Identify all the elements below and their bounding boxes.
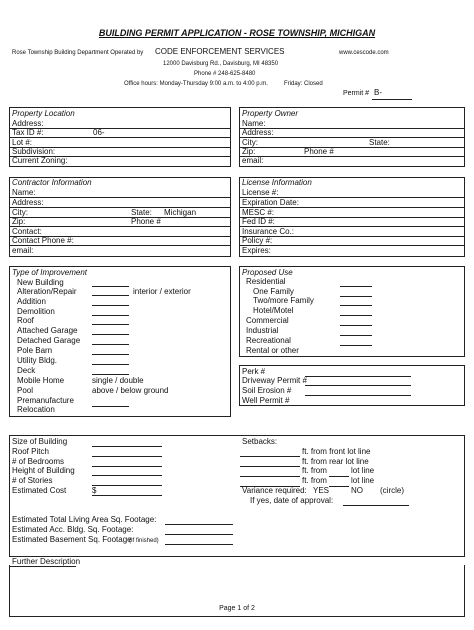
- imp-attached-garage-blank[interactable]: [92, 334, 129, 335]
- operated-by-text: Rose Township Building Department Operated by: [12, 50, 144, 56]
- setbacks-label: Setbacks:: [242, 437, 278, 446]
- divider: [9, 137, 231, 138]
- permit-number-line: [372, 99, 412, 100]
- ci-zip-label[interactable]: Zip:: [12, 217, 26, 226]
- cost-symbol: $: [92, 486, 97, 495]
- pl-subdivision-label[interactable]: Subdivision:: [12, 147, 56, 156]
- basement-label: Estimated Basement Sq. Footage: [12, 535, 132, 544]
- li-mesc-label[interactable]: MESC #:: [242, 208, 275, 217]
- imp-new-building: New Building: [17, 278, 64, 287]
- imp-deck-blank[interactable]: [92, 374, 129, 375]
- size-of-building-label: Size of Building: [12, 437, 68, 446]
- setback-side2-which-blank[interactable]: [329, 486, 349, 487]
- po-email-label[interactable]: email:: [242, 156, 264, 165]
- use-hotel-motel-blank[interactable]: [340, 315, 372, 316]
- divider: [239, 236, 465, 237]
- imp-alteration-note[interactable]: interior / exterior: [133, 287, 191, 296]
- imp-demolition: Demolition: [17, 307, 55, 316]
- use-commercial: Commercial: [246, 316, 289, 325]
- property-location-title: Property Location: [12, 109, 75, 118]
- imp-attached-garage: Attached Garage: [17, 326, 78, 335]
- divider: [9, 245, 231, 246]
- license-title: License Information: [242, 178, 312, 187]
- setback-side1-blank[interactable]: [240, 476, 300, 477]
- setback-side1-from: ft. from: [302, 466, 327, 475]
- use-industrial: Industrial: [246, 326, 279, 335]
- page-title: BUILDING PERMIT APPLICATION - ROSE TOWNSHIP, MICHIGAN: [98, 28, 376, 38]
- bedrooms-label: # of Bedrooms: [12, 457, 65, 466]
- bedrooms-blank[interactable]: [92, 466, 162, 467]
- setback-side2-from: ft. from: [302, 476, 327, 485]
- ci-name-label[interactable]: Name:: [12, 188, 36, 197]
- estimated-cost-label: Estimated Cost: [12, 486, 67, 495]
- living-area-blank[interactable]: [165, 524, 233, 525]
- li-expiration-label[interactable]: Expiration Date:: [242, 198, 299, 207]
- imp-pool: Pool: [17, 386, 34, 395]
- imp-deck: Deck: [17, 366, 36, 375]
- li-insurance-label[interactable]: Insurance Co.:: [242, 227, 295, 236]
- imp-relocation: Relocation: [17, 405, 55, 414]
- divider: [9, 207, 231, 208]
- variance-no-option[interactable]: NO: [351, 486, 363, 495]
- use-hotel-motel: Hotel/Motel: [253, 306, 294, 315]
- soil-erosion-blank[interactable]: [305, 395, 411, 396]
- pl-tax-id-value[interactable]: 06-: [93, 128, 105, 137]
- variance-circle-note: (circle): [380, 486, 404, 495]
- pl-tax-id-label[interactable]: Tax ID #:: [12, 128, 44, 137]
- website-text: www.cescode.com: [339, 50, 389, 56]
- permit-number-label: Permit #: [343, 90, 370, 97]
- pl-address-label[interactable]: Address:: [12, 119, 44, 128]
- po-zip-label[interactable]: Zip:: [242, 147, 256, 156]
- use-residential-blank[interactable]: [340, 286, 372, 287]
- phone-text: Phone # 248-625-8480: [194, 71, 256, 77]
- use-recreational: Recreational: [246, 336, 291, 345]
- imp-addition: Addition: [17, 297, 46, 306]
- permit-number-value[interactable]: B-: [374, 88, 382, 97]
- li-expires-label[interactable]: Expires:: [242, 246, 271, 255]
- li-license-label[interactable]: License #:: [242, 188, 279, 197]
- imp-pole-barn-blank[interactable]: [92, 354, 129, 355]
- imp-alteration-blank[interactable]: [92, 295, 129, 296]
- address-text: 12000 Davisburg Rd., Davisburg, MI 48350: [163, 61, 279, 67]
- acc-bldg-blank[interactable]: [165, 534, 233, 535]
- divider: [9, 217, 231, 218]
- roof-pitch-blank[interactable]: [92, 456, 162, 457]
- imp-detached-garage: Detached Garage: [17, 336, 81, 345]
- contractor-title: Contractor Information: [12, 178, 92, 187]
- use-one-family-blank[interactable]: [340, 296, 372, 297]
- ci-state-value[interactable]: Michigan: [164, 208, 197, 217]
- driveway-permit-label: Driveway Permit #: [242, 376, 307, 385]
- further-description-label: Further Description: [12, 557, 81, 566]
- imp-new-building-blank[interactable]: [92, 286, 129, 287]
- use-two-more-family: Two/more Family: [253, 296, 314, 305]
- use-commercial-blank[interactable]: [340, 325, 372, 326]
- basement-blank[interactable]: [165, 544, 233, 545]
- property-owner-title: Property Owner: [242, 109, 299, 118]
- imp-utility-bldg: Utility Bldg.: [17, 356, 58, 365]
- driveway-permit-blank[interactable]: [305, 385, 411, 386]
- pl-zoning-label[interactable]: Current Zoning:: [12, 156, 68, 165]
- acc-bldg-label: Estimated Acc. Bldg. Sq. Footage:: [12, 525, 134, 534]
- setback-front-blank[interactable]: [240, 456, 300, 457]
- setback-front-label: ft. from front lot line: [302, 447, 371, 456]
- office-hours-text: Office hours: Monday-Thursday 9:00 a.m. to 4:00 p.m.: [124, 81, 268, 87]
- divider: [239, 245, 465, 246]
- pl-lot-label[interactable]: Lot #:: [12, 138, 33, 147]
- setback-rear-label: ft. from rear lot line: [302, 457, 369, 466]
- imp-roof-blank[interactable]: [92, 324, 129, 325]
- divider: [239, 147, 465, 148]
- height-label: Height of Building: [12, 466, 75, 475]
- stories-label: # of Stories: [12, 476, 53, 485]
- divider: [239, 137, 465, 138]
- proposed-use-title: Proposed Use: [242, 268, 293, 277]
- ci-address-label[interactable]: Address:: [12, 198, 44, 207]
- setback-side1-lot-line: lot line: [351, 466, 375, 475]
- page-number: Page 1 of 2: [219, 605, 255, 612]
- imp-premanufacture: Premanufacture: [17, 396, 74, 405]
- imp-roof: Roof: [17, 316, 34, 325]
- imp-alteration: Alteration/Repair: [17, 287, 77, 296]
- imp-mobile-note[interactable]: single / double: [92, 376, 144, 385]
- variance-label: Variance required:: [242, 486, 307, 495]
- po-name-label[interactable]: Name:: [242, 119, 266, 128]
- ci-phone-label[interactable]: Phone #: [131, 217, 161, 226]
- use-two-more-family-blank[interactable]: [340, 305, 372, 306]
- po-phone-label[interactable]: Phone #: [304, 147, 334, 156]
- divider: [239, 156, 465, 157]
- imp-addition-blank[interactable]: [92, 305, 129, 306]
- imp-pole-barn: Pole Barn: [17, 346, 53, 355]
- use-recreational-blank[interactable]: [340, 345, 372, 346]
- estimated-cost-blank[interactable]: [92, 495, 162, 496]
- po-address-label[interactable]: Address:: [242, 128, 274, 137]
- setback-rear-blank[interactable]: [240, 466, 300, 467]
- if-finished-note: (If finished): [129, 538, 159, 544]
- po-city-label[interactable]: City:: [242, 138, 258, 147]
- imp-pool-note[interactable]: above / below ground: [92, 386, 169, 395]
- imp-premanufacture-blank[interactable]: [92, 406, 129, 407]
- setback-side1-which-blank[interactable]: [329, 476, 349, 477]
- org-name: CODE ENFORCEMENT SERVICES: [155, 47, 285, 56]
- approval-date-blank[interactable]: [343, 505, 409, 506]
- use-industrial-blank[interactable]: [340, 335, 372, 336]
- size-of-building-blank[interactable]: [92, 446, 162, 447]
- imp-detached-garage-blank[interactable]: [92, 344, 129, 345]
- ci-state-label[interactable]: State:: [131, 208, 152, 217]
- ci-contact-phone-label[interactable]: Contact Phone #:: [12, 236, 74, 245]
- use-one-family: One Family: [253, 287, 294, 296]
- setback-side2-lot-line: lot line: [351, 476, 375, 485]
- height-blank[interactable]: [92, 475, 162, 476]
- imp-mobile-home: Mobile Home: [17, 376, 65, 385]
- use-rental-other: Rental or other: [246, 346, 299, 355]
- stories-blank[interactable]: [92, 485, 162, 486]
- well-permit-blank[interactable]: [305, 405, 411, 406]
- soil-erosion-label: Soil Erosion #: [242, 386, 292, 395]
- ci-city-label[interactable]: City:: [12, 208, 28, 217]
- po-state-label[interactable]: State:: [369, 138, 390, 147]
- living-area-label: Estimated Total Living Area Sq. Footage:: [12, 515, 157, 524]
- imp-utility-bldg-blank[interactable]: [92, 364, 129, 365]
- perk-label: Perk #: [242, 367, 266, 376]
- ci-contact-label[interactable]: Contact:: [12, 227, 42, 236]
- roof-pitch-label: Roof Pitch: [12, 447, 49, 456]
- well-permit-label: Well Permit #: [242, 396, 290, 405]
- variance-yes-option[interactable]: YES: [313, 486, 330, 495]
- perk-blank[interactable]: [305, 376, 411, 377]
- li-policy-label[interactable]: Policy #:: [242, 236, 273, 245]
- imp-demolition-blank[interactable]: [92, 315, 129, 316]
- friday-hours-text: Friday: Closed: [284, 81, 323, 87]
- use-residential: Residential: [246, 277, 286, 286]
- divider: [9, 226, 231, 227]
- improvement-title: Type of Improvement: [12, 268, 87, 277]
- ci-email-label[interactable]: email:: [12, 246, 34, 255]
- li-fed-id-label[interactable]: Fed ID #:: [242, 217, 275, 226]
- approval-date-label: If yes, date of approval:: [250, 496, 334, 505]
